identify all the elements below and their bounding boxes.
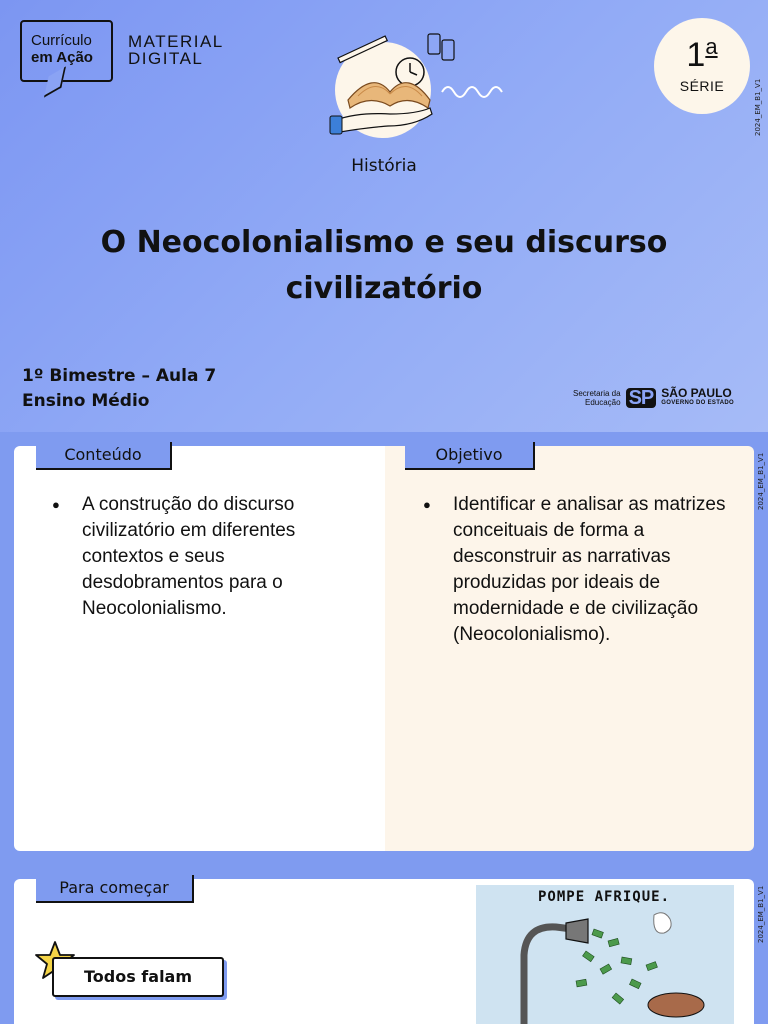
cartoon-pump-illustration-icon [476, 885, 734, 1024]
serie-label: SÉRIE [679, 78, 725, 94]
gov-secretaria-line2: Educação [585, 398, 621, 407]
content-objective-slide [0, 432, 768, 865]
side-code: 2024_EM_B1_V1 [757, 885, 765, 943]
level-label: Ensino Médio [22, 391, 150, 411]
gov-secretaria-line1: Secretaria da [573, 389, 621, 398]
bimestre-label: 1º Bimestre – Aula 7 [22, 366, 217, 386]
gov-sub: GOVERNO DO ESTADO [661, 400, 734, 406]
gov-sp-mark: SP [626, 388, 657, 408]
serie-suffix: a [705, 34, 718, 59]
conteudo-list [52, 492, 352, 622]
lesson-meta [22, 364, 216, 414]
book-hand-illustration-icon [318, 30, 518, 150]
para-comecar-slide [0, 865, 768, 1024]
objetivo-tab: Objetivo [405, 442, 535, 470]
todos-falam-label: Todos falam [52, 957, 224, 997]
serie-number: 1 [686, 36, 706, 74]
cover-slide [0, 0, 768, 432]
logo-curriculo-line1: Currículo [31, 32, 92, 49]
lesson-title: O Neocolonialismo e seu discurso civilizatório [100, 225, 668, 306]
cartoon-title: POMPE AFRIQUE. [538, 889, 671, 905]
material-digital-logo [128, 33, 238, 67]
list-item: ● Identificar e analisar as matrizes conceituais de forma a desconstruir as narrativas produzidas por ideais de modernidade e de civilização (Neocolonialismo). [423, 492, 743, 648]
conteudo-tab: Conteúdo [36, 442, 172, 470]
para-comecar-tab: Para começar [36, 875, 194, 903]
government-logo [573, 388, 734, 408]
serie-badge [654, 18, 750, 114]
objetivo-list [423, 492, 743, 648]
subject-label: História [351, 156, 417, 176]
logo-material-line1: MATERIAL [128, 32, 224, 51]
side-code: 2024_EM_B1_V1 [757, 452, 765, 510]
logo-curriculo-line2: em Ação [31, 49, 93, 66]
side-code: 2024_EM_B1_V1 [754, 78, 762, 136]
curriculo-em-acao-logo [20, 20, 113, 82]
gov-name: SÃO PAULO [661, 386, 732, 400]
list-item: ● A construção do discurso civilizatório em diferentes contextos e seus desdobramentos para o Neocolonialismo. [52, 492, 352, 622]
pompe-afrique-cartoon [476, 885, 734, 1024]
logo-material-line2: DIGITAL [128, 49, 204, 68]
